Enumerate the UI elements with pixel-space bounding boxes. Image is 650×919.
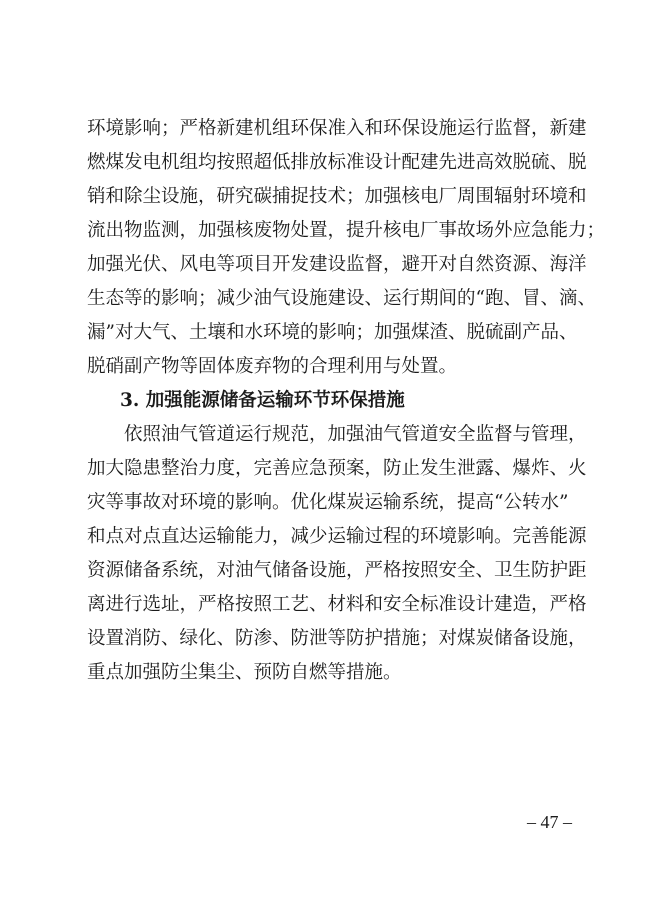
paragraph-line: 设置消防、绿化、防渗、防泄等防护措施；对煤炭储备设施， — [87, 628, 587, 649]
paragraph-line: 生态等的影响；减少油气设施建设、运行期间的“跑、冒、滴、 — [87, 288, 596, 309]
page-number: – 47 – — [527, 812, 572, 832]
paragraph-storage-transport — [87, 418, 587, 690]
paragraph-line: 加强光伏、风电等项目开发建设监督，避开对自然资源、海洋 — [87, 254, 587, 275]
paragraph-line: 灾等事故对环境的影响。优化煤炭运输系统，提高“公转水” — [87, 492, 569, 513]
paragraph-line: 依照油气管道运行规范，加强油气管道安全监督与管理， — [124, 424, 587, 445]
paragraph-line: 加大隐患整治力度，完善应急预案，防止发生泄露、爆炸、火 — [87, 458, 587, 479]
paragraph-line: 和点对点直达运输能力，减少运输过程的环境影响。完善能源 — [87, 526, 587, 547]
paragraph-line: 漏”对大气、土壤和水环境的影响；加强煤渣、脱硫副产品、 — [87, 322, 578, 343]
paragraph-line: 资源储备系统，对油气储备设施，严格按照安全、卫生防护距 — [87, 560, 587, 581]
paragraph-line: 离进行选址，严格按照工艺、材料和安全标准设计建造，严格 — [87, 594, 587, 615]
paragraph-line: 销和除尘设施，研究碳捕捉技术；加强核电厂周围辐射环境和 — [87, 186, 587, 207]
paragraph-line: 环境影响；严格新建机组环保准入和环保设施运行监督，新建 — [87, 118, 587, 139]
paragraph-line: 重点加强防尘集尘、预防自燃等措施。 — [87, 662, 402, 683]
paragraph-line: 流出物监测，加强核废物处置，提升核电厂事故场外应急能力； — [87, 220, 606, 241]
section-heading: 3. 加强能源储备运输环节环保措施 — [120, 390, 405, 411]
document-body — [87, 112, 606, 690]
paragraph-environmental-impact — [87, 112, 606, 384]
paragraph-line: 燃煤发电机组均按照超低排放标准设计配建先进高效脱硫、脱 — [87, 152, 587, 173]
paragraph-line: 脱硝副产物等固体废弃物的合理利用与处置。 — [87, 356, 458, 377]
